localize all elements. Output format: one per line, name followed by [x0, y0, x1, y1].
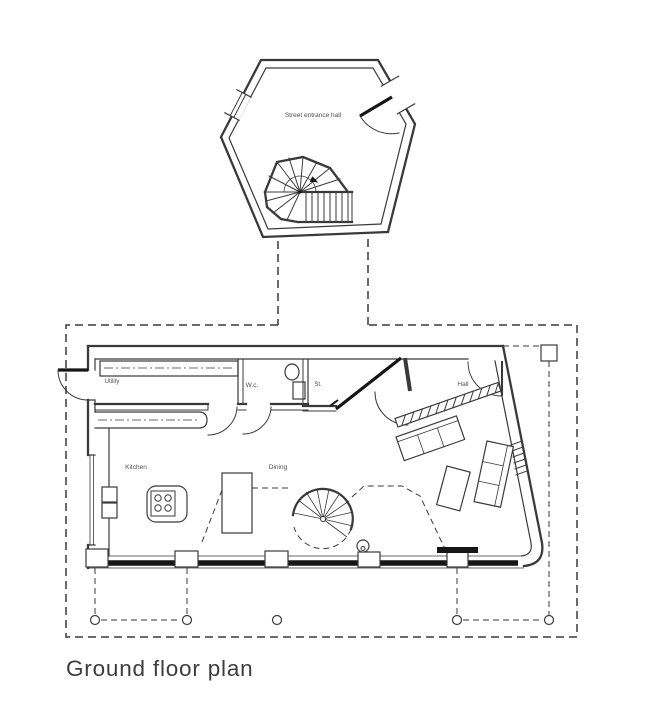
hearth-bench — [437, 547, 478, 553]
drawing-title: Ground floor plan — [66, 656, 254, 681]
canopy-posts-dashed — [91, 568, 554, 625]
sofa-two-seat — [474, 441, 513, 507]
wall-pier — [358, 552, 380, 567]
post — [273, 616, 282, 625]
coffee-table — [437, 466, 471, 511]
room-label-street-entrance-hall: Street entrance hall — [284, 112, 342, 119]
room-label-wc: W.c. — [245, 382, 259, 389]
room-label-hall: Hall — [457, 381, 469, 388]
room-label-kitchen: Kitchen — [125, 464, 147, 471]
store-hall-door-leaf — [336, 358, 401, 409]
room-label-utility: Utility — [104, 379, 120, 385]
wood-stove — [357, 540, 369, 552]
utility-room — [95, 361, 238, 435]
post — [453, 616, 462, 625]
spiral-stair — [293, 489, 353, 549]
left-wall-window — [90, 455, 94, 545]
utility-counter — [100, 361, 238, 376]
kitchen-appliance — [102, 487, 117, 502]
utility-door-swing-arc — [208, 407, 237, 435]
hall-wall-stub — [405, 358, 410, 391]
wc-door-swing-arc — [243, 407, 271, 434]
corner-column — [541, 345, 557, 361]
kitchen-appliance — [102, 503, 117, 518]
side-entrance-door — [58, 370, 95, 400]
wall-pier — [265, 551, 288, 567]
wall-pier — [175, 551, 198, 567]
hob — [151, 491, 175, 516]
wc-room — [238, 360, 308, 434]
room-label-store: St. — [314, 382, 322, 388]
post — [183, 616, 192, 625]
room-label-dining: Dining — [268, 464, 288, 471]
wall-pier — [86, 549, 108, 567]
wall-pier — [447, 551, 468, 567]
dining-table — [222, 473, 252, 533]
kitchen-area — [95, 412, 207, 556]
hall-room — [375, 358, 502, 427]
link-passage-dashed — [278, 239, 368, 325]
post — [545, 616, 554, 625]
toilet-bowl — [285, 364, 299, 380]
post — [91, 616, 100, 625]
